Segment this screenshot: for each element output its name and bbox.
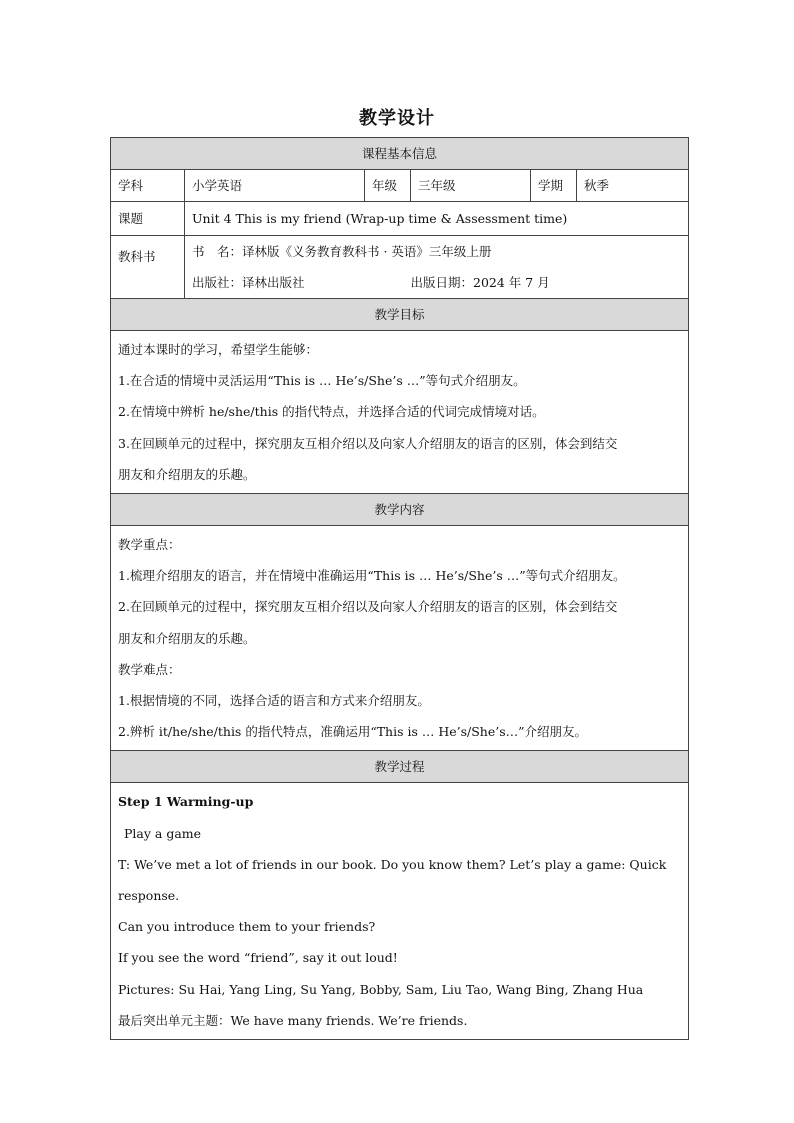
objective-line: 2.在情境中辨析 he/she/this 的指代特点，并选择合适的代词完成情境对话。 [118, 404, 545, 420]
topic-row [111, 202, 689, 236]
term-value: 秋季 [577, 170, 689, 202]
objectives-header: 教学目标 [111, 299, 689, 331]
step-title: Step 1 Warming-up [118, 794, 254, 810]
content-header-row [111, 494, 689, 526]
process-line: Pictures: Su Hai, Yang Ling, Su Yang, Bobby, Sam, Liu Tao, Wang Bing, Zhang Hua [118, 981, 644, 997]
process-header-row [111, 751, 689, 783]
topic-value: Unit 4 This is my friend (Wrap-up time & Assessment time) [185, 202, 689, 236]
difficult-point-line: 1.根据情境的不同，选择合适的语言和方式来介绍朋友。 [118, 693, 430, 709]
publisher-line [192, 267, 681, 298]
content-row [111, 526, 689, 751]
publish-date: 出版日期：2024 年 7 月 [410, 275, 550, 290]
grade-value: 三年级 [411, 170, 531, 202]
textbook-row [111, 236, 689, 299]
book-name: 书 名：译林版《义务教育教科书 · 英语》三年级上册 [192, 244, 492, 259]
objectives-body [111, 331, 689, 494]
topic-label: 课题 [111, 202, 185, 236]
subject-label: 学科 [111, 170, 185, 202]
process-line: 最后突出单元主题：We have many friends. We’re friends. [118, 1012, 468, 1028]
key-point-line: 朋友和介绍朋友的乐趣。 [118, 630, 256, 646]
process-line: If you see the word “friend”, say it out loud! [118, 950, 398, 966]
key-point-line: 1.梳理介绍朋友的语言，并在情境中准确运用“This is … He’s/She’s …”等句式介绍朋友。 [118, 568, 626, 584]
term-label: 学期 [531, 170, 577, 202]
process-row [111, 783, 689, 1040]
textbook-label: 教科书 [111, 236, 185, 299]
basic-info-header: 课程基本信息 [111, 138, 689, 170]
publisher: 出版社：译林出版社 [192, 275, 305, 290]
lesson-plan-table [110, 137, 689, 1040]
process-body [111, 783, 689, 1040]
objectives-header-row [111, 299, 689, 331]
objective-line: 通过本课时的学习，希望学生能够： [118, 342, 319, 357]
subject-row [111, 170, 689, 202]
difficult-points-title: 教学难点： [118, 661, 181, 677]
objective-line: 朋友和介绍朋友的乐趣。 [118, 466, 256, 482]
process-header: 教学过程 [111, 751, 689, 783]
key-points-title: 教学重点： [118, 537, 181, 553]
subject-value: 小学英语 [185, 170, 365, 202]
process-line: T: We’ve met a lot of friends in our book. Do you know them? Let’s play a game: Quick response. [118, 856, 667, 904]
key-point-line: 2.在回顾单元的过程中，探究朋友互相介绍以及向家人介绍朋友的语言的区别，体会到结交 [118, 599, 618, 615]
activity-title: Play a game [124, 825, 202, 841]
objective-line: 1.在合适的情境中灵活运用“This is … He’s/She’s …”等句式介绍朋友。 [118, 373, 526, 389]
grade-label: 年级 [365, 170, 411, 202]
content-header: 教学内容 [111, 494, 689, 526]
objective-line: 3.在回顾单元的过程中，探究朋友互相介绍以及向家人介绍朋友的语言的区别，体会到结交 [118, 435, 618, 451]
content-body [111, 526, 689, 751]
difficult-point-line: 2.辨析 it/he/she/this 的指代特点，准确运用“This is … He’s/She’s…”介绍朋友。 [118, 724, 588, 740]
document-title: 教学设计 [359, 108, 435, 129]
process-line: Can you introduce them to your friends? [118, 919, 376, 935]
objectives-row [111, 331, 689, 494]
basic-info-header-row [111, 138, 689, 170]
textbook-info [185, 236, 689, 299]
